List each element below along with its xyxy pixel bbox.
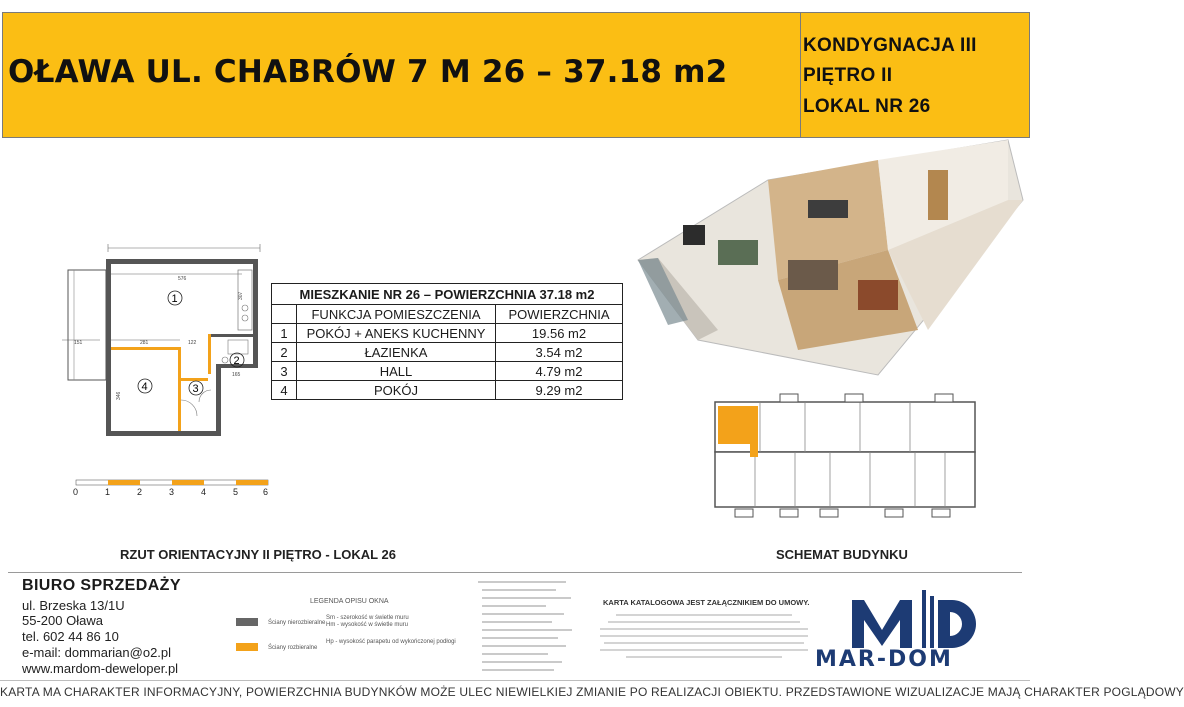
legend-note-3: Hp - wysokość parapetu od wykończonej podłogi (326, 639, 456, 645)
row-no: 1 (272, 324, 297, 343)
dim-side-b: 346 (116, 391, 122, 400)
level-label: KONDYGNACJA III (803, 35, 977, 56)
apartment-3d-render (628, 140, 1028, 375)
row-no: 3 (272, 362, 297, 381)
row-area: 19.56 m2 (496, 324, 623, 343)
catalog-title: KARTA KATALOGOWA JEST ZAŁĄCZNIKIEM DO UMOWY. (603, 598, 810, 607)
row-area: 3.54 m2 (496, 343, 623, 362)
legend-title: LEGENDA OPISU OKNA (310, 598, 389, 605)
dim-top: 576 (178, 276, 187, 282)
room-4-label: 4 (141, 381, 148, 393)
catalog-notes (596, 612, 812, 662)
office-street: ul. Brzeska 13/1U (22, 598, 125, 613)
row-name: ŁAZIENKA (297, 343, 496, 362)
installation-notes (476, 578, 586, 676)
table-row (272, 343, 623, 362)
table-header-function: FUNKCJA POMIESZCZENIA (297, 305, 496, 324)
table-row (272, 381, 623, 400)
room-table (271, 283, 623, 400)
row-name: HALL (297, 362, 496, 381)
scale-2: 2 (137, 487, 143, 497)
dim-mid-a: 281 (140, 340, 149, 346)
building-scheme (700, 392, 985, 524)
mardom-logo-icon (852, 590, 982, 648)
room-3-label: 3 (192, 383, 199, 395)
office-city: 55-200 Oława (22, 613, 103, 628)
legend-note-2: Hm - wysokość w świetle muru (326, 622, 409, 628)
logo-text: MAR-DOM (815, 647, 953, 672)
office-website[interactable]: www.mardom-deweloper.pl (22, 661, 179, 676)
legend-item-2: Ściany rozbieralne (268, 645, 318, 651)
scale-5: 5 (233, 487, 239, 497)
row-area: 9.29 m2 (496, 381, 623, 400)
page-title: OŁAWA UL. CHABRÓW 7 M 26 – 37.18 m2 (8, 54, 728, 90)
table-header-area: POWIERZCHNIA (496, 305, 623, 324)
floor-label: PIĘTRO II (803, 65, 893, 86)
room-2-label: 2 (233, 355, 240, 367)
row-name: POKÓJ (297, 381, 496, 400)
row-area: 4.79 m2 (496, 362, 623, 381)
office-title: BIURO SPRZEDAŻY (22, 577, 181, 594)
dim-right-a: 165 (232, 372, 241, 378)
legend-swatch-removable (236, 643, 258, 651)
table-caption: MIESZKANIE NR 26 – POWIERZCHNIA 37.18 m2 (272, 284, 623, 305)
dim-left-a: 151 (74, 340, 83, 346)
table-header-no (272, 305, 297, 324)
footer-divider (8, 572, 1022, 573)
scale-4: 4 (201, 487, 207, 497)
row-no: 4 (272, 381, 297, 400)
dim-side-a: 307 (238, 291, 244, 300)
office-phone: tel. 602 44 86 10 (22, 629, 119, 644)
room-1-label: 1 (171, 293, 178, 305)
scale-0: 0 (73, 487, 79, 497)
table-row (272, 324, 623, 343)
scale-1: 1 (105, 487, 111, 497)
legend-item-1: Ściany nierozbieralne (268, 620, 326, 626)
row-name: POKÓJ + ANEKS KUCHENNY (297, 324, 496, 343)
bottom-divider (0, 680, 1030, 681)
scale-3: 3 (169, 487, 175, 497)
floor-plan (60, 240, 270, 510)
row-no: 2 (272, 343, 297, 362)
disclaimer: KARTA MA CHARAKTER INFORMACYJNY, POWIERZCHNIA BUDYNKÓW MOŻE ULEC NIEWIELKIEJ ZMIANIE PO REALIZACJI OBIEKTU. PRZEDSTAWIONE WIZUALIZACJE MAJĄ CHARAKTER POGLĄDOWY (0, 685, 1184, 699)
unit-label: LOKAL NR 26 (803, 96, 931, 117)
plan-caption: RZUT ORIENTACYJNY II PIĘTRO - LOKAL 26 (120, 547, 396, 562)
legend-swatch-solid (236, 618, 258, 626)
table-row (272, 362, 623, 381)
legend-note-1: Sm - szerokość w świetle muru (326, 615, 409, 621)
dim-mid-b: 122 (188, 340, 197, 346)
office-email[interactable]: e-mail: dommarian@o2.pl (22, 645, 172, 660)
scale-6: 6 (263, 487, 269, 497)
scheme-caption: SCHEMAT BUDYNKU (776, 547, 908, 562)
